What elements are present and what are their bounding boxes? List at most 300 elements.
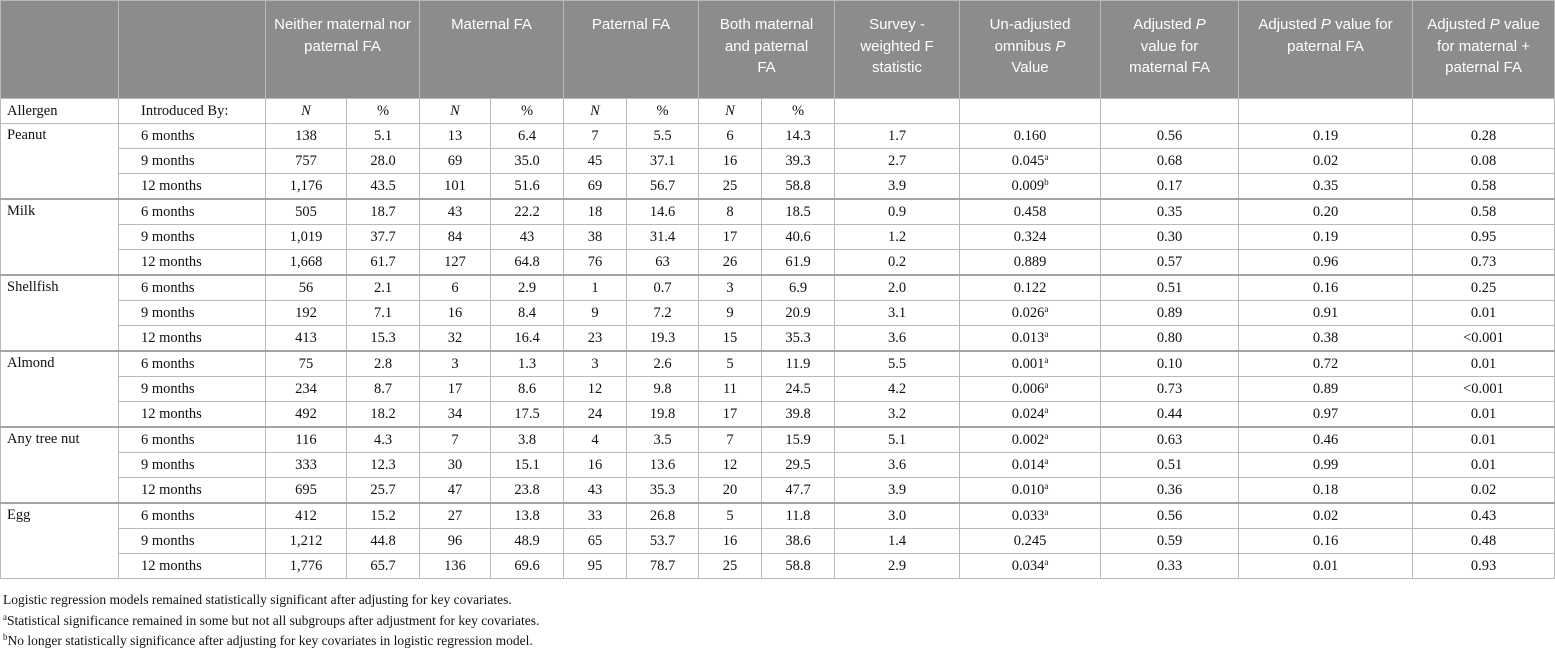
subheader-row xyxy=(1,99,1555,124)
n-both: 8 xyxy=(699,199,762,225)
table-row xyxy=(1,427,1555,453)
pct-neither: 43.5 xyxy=(347,174,420,200)
n-neither: 56 xyxy=(266,275,347,301)
adjusted-p-paternal: 0.01 xyxy=(1239,554,1413,579)
pct-paternal: 19.3 xyxy=(627,326,699,352)
n-paternal: 69 xyxy=(564,174,627,200)
p-value: 0.458 xyxy=(1013,203,1047,220)
n-both: 3 xyxy=(699,275,762,301)
n-neither: 138 xyxy=(266,124,347,149)
pct-maternal: 35.0 xyxy=(491,149,564,174)
adjusted-p-maternal: 0.56 xyxy=(1101,124,1239,149)
unadjusted-p-cell xyxy=(960,149,1101,174)
adjusted-p-both: 0.48 xyxy=(1413,529,1555,554)
footnote-marker: a xyxy=(1044,430,1049,441)
adjusted-p-maternal: 0.59 xyxy=(1101,529,1239,554)
unadjusted-p-cell xyxy=(960,402,1101,428)
unadjusted-p-cell xyxy=(960,174,1101,200)
header-row xyxy=(1,1,1555,99)
pct-neither: 44.8 xyxy=(347,529,420,554)
header-paternal-fa: Paternal FA xyxy=(564,1,699,99)
pct-neither: 5.1 xyxy=(347,124,420,149)
adjusted-p-both: 0.01 xyxy=(1413,301,1555,326)
introduced-by-cell: 12 months xyxy=(119,174,266,200)
footnote-marker: a xyxy=(1044,328,1049,339)
n-both: 17 xyxy=(699,225,762,250)
adjusted-p-paternal: 0.16 xyxy=(1239,275,1413,301)
pct-maternal: 64.8 xyxy=(491,250,564,276)
footnote-marker: a xyxy=(1044,303,1049,314)
adjusted-p-both: 0.02 xyxy=(1413,478,1555,504)
n-maternal: 34 xyxy=(420,402,491,428)
adjusted-p-paternal: 0.97 xyxy=(1239,402,1413,428)
table-row xyxy=(1,199,1555,225)
pct-label: % xyxy=(491,99,564,124)
pct-both: 11.9 xyxy=(762,351,835,377)
introduced-label: Introduced By: xyxy=(119,99,266,124)
n-both: 25 xyxy=(699,174,762,200)
n-both: 5 xyxy=(699,351,762,377)
header-introduced-blank xyxy=(119,1,266,99)
n-label: N xyxy=(266,99,347,124)
n-both: 12 xyxy=(699,453,762,478)
pct-maternal: 51.6 xyxy=(491,174,564,200)
p-value: 0.160 xyxy=(1013,127,1047,144)
pct-neither: 12.3 xyxy=(347,453,420,478)
pct-maternal: 16.4 xyxy=(491,326,564,352)
adjusted-p-paternal: 0.91 xyxy=(1239,301,1413,326)
n-paternal: 45 xyxy=(564,149,627,174)
pct-label: % xyxy=(347,99,420,124)
adjusted-p-paternal: 0.99 xyxy=(1239,453,1413,478)
adjusted-p-maternal: 0.51 xyxy=(1101,275,1239,301)
pct-paternal: 56.7 xyxy=(627,174,699,200)
allergen-cell: Any tree nut xyxy=(1,427,119,503)
table-row xyxy=(1,554,1555,579)
adjusted-p-both: 0.73 xyxy=(1413,250,1555,276)
n-label: N xyxy=(564,99,627,124)
allergen-cell: Milk xyxy=(1,199,119,275)
adjusted-p-maternal: 0.80 xyxy=(1101,326,1239,352)
table-row xyxy=(1,124,1555,149)
table-footnotes xyxy=(0,590,1555,652)
n-maternal: 7 xyxy=(420,427,491,453)
unadjusted-p-cell xyxy=(960,351,1101,377)
pct-both: 39.8 xyxy=(762,402,835,428)
adjusted-p-maternal: 0.33 xyxy=(1101,554,1239,579)
p-value: 0.026 xyxy=(1011,304,1045,321)
header-f-statistic: Survey -weighted F statistic xyxy=(835,1,960,99)
n-neither: 1,176 xyxy=(266,174,347,200)
n-paternal: 24 xyxy=(564,402,627,428)
unadjusted-p-cell xyxy=(960,250,1101,276)
footnote-general: Logistic regression models remained statistically significant after adjusting for key covariates. xyxy=(3,592,512,607)
f-statistic: 2.7 xyxy=(835,149,960,174)
footnote-b-text: No longer statistically significance after adjusting for key covariates in logistic regression model. xyxy=(7,633,533,648)
pct-neither: 4.3 xyxy=(347,427,420,453)
allergen-label: Allergen xyxy=(1,99,119,124)
f-statistic: 3.1 xyxy=(835,301,960,326)
n-paternal: 23 xyxy=(564,326,627,352)
pct-both: 29.5 xyxy=(762,453,835,478)
introduced-by-cell: 12 months xyxy=(119,402,266,428)
unadjusted-p-cell xyxy=(960,529,1101,554)
n-both: 7 xyxy=(699,427,762,453)
header-maternal-fa: Maternal FA xyxy=(420,1,564,99)
footnote-b-mark: b xyxy=(3,632,8,642)
introduced-by-cell: 9 months xyxy=(119,529,266,554)
f-statistic: 3.6 xyxy=(835,326,960,352)
p-value: 0.033 xyxy=(1011,507,1045,524)
n-maternal: 127 xyxy=(420,250,491,276)
empty-cell xyxy=(1413,99,1555,124)
pct-neither: 18.7 xyxy=(347,199,420,225)
pct-paternal: 0.7 xyxy=(627,275,699,301)
table-row xyxy=(1,225,1555,250)
table-row xyxy=(1,529,1555,554)
n-both: 6 xyxy=(699,124,762,149)
table-row xyxy=(1,301,1555,326)
table-row xyxy=(1,478,1555,504)
adjusted-p-both: 0.58 xyxy=(1413,174,1555,200)
n-neither: 116 xyxy=(266,427,347,453)
pct-both: 58.8 xyxy=(762,554,835,579)
adjusted-p-both: 0.43 xyxy=(1413,503,1555,529)
table-row xyxy=(1,174,1555,200)
n-both: 16 xyxy=(699,529,762,554)
n-maternal: 43 xyxy=(420,199,491,225)
pct-maternal: 15.1 xyxy=(491,453,564,478)
footnote-marker: a xyxy=(1044,556,1049,567)
pct-paternal: 19.8 xyxy=(627,402,699,428)
allergen-cell: Almond xyxy=(1,351,119,427)
adjusted-p-both: 0.01 xyxy=(1413,427,1555,453)
pct-both: 14.3 xyxy=(762,124,835,149)
f-statistic: 3.9 xyxy=(835,174,960,200)
allergen-cell: Egg xyxy=(1,503,119,579)
n-both: 15 xyxy=(699,326,762,352)
n-maternal: 84 xyxy=(420,225,491,250)
adjusted-p-paternal: 0.46 xyxy=(1239,427,1413,453)
introduced-by-cell: 12 months xyxy=(119,250,266,276)
pct-neither: 25.7 xyxy=(347,478,420,504)
adjusted-p-both: <0.001 xyxy=(1413,326,1555,352)
n-paternal: 9 xyxy=(564,301,627,326)
f-statistic: 5.1 xyxy=(835,427,960,453)
adjusted-p-paternal: 0.02 xyxy=(1239,149,1413,174)
adjusted-p-maternal: 0.10 xyxy=(1101,351,1239,377)
n-maternal: 101 xyxy=(420,174,491,200)
pct-maternal: 43 xyxy=(491,225,564,250)
pct-neither: 15.3 xyxy=(347,326,420,352)
n-both: 5 xyxy=(699,503,762,529)
n-paternal: 18 xyxy=(564,199,627,225)
p-value: 0.001 xyxy=(1011,355,1045,372)
adjusted-p-paternal: 0.35 xyxy=(1239,174,1413,200)
pct-paternal: 63 xyxy=(627,250,699,276)
n-paternal: 7 xyxy=(564,124,627,149)
n-paternal: 43 xyxy=(564,478,627,504)
footnote-b xyxy=(3,631,1555,652)
pct-paternal: 31.4 xyxy=(627,225,699,250)
adjusted-p-both: 0.58 xyxy=(1413,199,1555,225)
pct-paternal: 53.7 xyxy=(627,529,699,554)
n-neither: 333 xyxy=(266,453,347,478)
header-neither-fa: Neither maternal nor paternal FA xyxy=(266,1,420,99)
empty-cell xyxy=(1239,99,1413,124)
empty-cell xyxy=(960,99,1101,124)
pct-paternal: 35.3 xyxy=(627,478,699,504)
n-both: 25 xyxy=(699,554,762,579)
pct-both: 11.8 xyxy=(762,503,835,529)
footnote-a xyxy=(3,611,1555,632)
adjusted-p-maternal: 0.35 xyxy=(1101,199,1239,225)
pct-paternal: 2.6 xyxy=(627,351,699,377)
header-allergen-blank xyxy=(1,1,119,99)
adjusted-p-maternal: 0.17 xyxy=(1101,174,1239,200)
n-paternal: 12 xyxy=(564,377,627,402)
n-both: 17 xyxy=(699,402,762,428)
pct-both: 40.6 xyxy=(762,225,835,250)
p-value: 0.002 xyxy=(1011,431,1045,448)
n-maternal: 17 xyxy=(420,377,491,402)
adjusted-p-both: 0.08 xyxy=(1413,149,1555,174)
table-row xyxy=(1,351,1555,377)
pct-both: 38.6 xyxy=(762,529,835,554)
adjusted-p-paternal: 0.19 xyxy=(1239,225,1413,250)
n-maternal: 96 xyxy=(420,529,491,554)
pct-maternal: 8.6 xyxy=(491,377,564,402)
pct-neither: 7.1 xyxy=(347,301,420,326)
adjusted-p-paternal: 0.89 xyxy=(1239,377,1413,402)
n-paternal: 33 xyxy=(564,503,627,529)
pct-neither: 61.7 xyxy=(347,250,420,276)
adjusted-p-maternal: 0.89 xyxy=(1101,301,1239,326)
header-adjusted-p-maternal: Adjusted P value for maternal FA xyxy=(1101,1,1239,99)
pct-maternal: 1.3 xyxy=(491,351,564,377)
f-statistic: 2.0 xyxy=(835,275,960,301)
f-statistic: 1.4 xyxy=(835,529,960,554)
p-value: 0.024 xyxy=(1011,405,1045,422)
n-paternal: 4 xyxy=(564,427,627,453)
unadjusted-p-cell xyxy=(960,275,1101,301)
table-row xyxy=(1,503,1555,529)
pct-paternal: 3.5 xyxy=(627,427,699,453)
unadjusted-p-cell xyxy=(960,478,1101,504)
adjusted-p-maternal: 0.51 xyxy=(1101,453,1239,478)
n-neither: 413 xyxy=(266,326,347,352)
pct-paternal: 13.6 xyxy=(627,453,699,478)
adjusted-p-maternal: 0.36 xyxy=(1101,478,1239,504)
introduced-by-cell: 9 months xyxy=(119,453,266,478)
n-paternal: 95 xyxy=(564,554,627,579)
header-adjusted-p-both: Adjusted P value for maternal + paternal FA xyxy=(1413,1,1555,99)
introduced-by-cell: 9 months xyxy=(119,301,266,326)
introduced-by-cell: 6 months xyxy=(119,351,266,377)
n-maternal: 136 xyxy=(420,554,491,579)
pct-maternal: 6.4 xyxy=(491,124,564,149)
pct-label: % xyxy=(627,99,699,124)
header-both-fa: Both maternal and paternal FA xyxy=(699,1,835,99)
adjusted-p-maternal: 0.56 xyxy=(1101,503,1239,529)
n-paternal: 1 xyxy=(564,275,627,301)
table-row xyxy=(1,377,1555,402)
adjusted-p-paternal: 0.96 xyxy=(1239,250,1413,276)
introduced-by-cell: 6 months xyxy=(119,503,266,529)
empty-cell xyxy=(835,99,960,124)
n-neither: 234 xyxy=(266,377,347,402)
introduced-by-cell: 12 months xyxy=(119,326,266,352)
pct-label: % xyxy=(762,99,835,124)
introduced-by-cell: 6 months xyxy=(119,427,266,453)
n-neither: 505 xyxy=(266,199,347,225)
n-both: 11 xyxy=(699,377,762,402)
pct-neither: 18.2 xyxy=(347,402,420,428)
f-statistic: 2.9 xyxy=(835,554,960,579)
unadjusted-p-cell xyxy=(960,199,1101,225)
f-statistic: 4.2 xyxy=(835,377,960,402)
pct-neither: 15.2 xyxy=(347,503,420,529)
p-value: 0.013 xyxy=(1011,329,1045,346)
p-value: 0.034 xyxy=(1011,557,1045,574)
introduced-by-cell: 6 months xyxy=(119,199,266,225)
f-statistic: 1.2 xyxy=(835,225,960,250)
n-maternal: 3 xyxy=(420,351,491,377)
pct-maternal: 48.9 xyxy=(491,529,564,554)
adjusted-p-both: 0.01 xyxy=(1413,453,1555,478)
n-maternal: 32 xyxy=(420,326,491,352)
footnote-marker: a xyxy=(1044,455,1049,466)
introduced-by-cell: 9 months xyxy=(119,225,266,250)
n-neither: 492 xyxy=(266,402,347,428)
f-statistic: 3.6 xyxy=(835,453,960,478)
adjusted-p-paternal: 0.38 xyxy=(1239,326,1413,352)
n-neither: 75 xyxy=(266,351,347,377)
empty-cell xyxy=(1101,99,1239,124)
f-statistic: 3.0 xyxy=(835,503,960,529)
pct-maternal: 2.9 xyxy=(491,275,564,301)
p-value: 0.009 xyxy=(1011,177,1045,194)
n-neither: 1,668 xyxy=(266,250,347,276)
adjusted-p-maternal: 0.44 xyxy=(1101,402,1239,428)
pct-paternal: 26.8 xyxy=(627,503,699,529)
n-neither: 695 xyxy=(266,478,347,504)
pct-paternal: 14.6 xyxy=(627,199,699,225)
footnote-marker: a xyxy=(1044,404,1049,415)
n-maternal: 16 xyxy=(420,301,491,326)
pct-both: 6.9 xyxy=(762,275,835,301)
pct-both: 39.3 xyxy=(762,149,835,174)
f-statistic: 3.2 xyxy=(835,402,960,428)
n-maternal: 30 xyxy=(420,453,491,478)
adjusted-p-both: 0.25 xyxy=(1413,275,1555,301)
pct-neither: 2.8 xyxy=(347,351,420,377)
p-value: 0.006 xyxy=(1011,380,1045,397)
n-paternal: 76 xyxy=(564,250,627,276)
pct-maternal: 22.2 xyxy=(491,199,564,225)
adjusted-p-paternal: 0.72 xyxy=(1239,351,1413,377)
table-row xyxy=(1,149,1555,174)
pct-both: 35.3 xyxy=(762,326,835,352)
unadjusted-p-cell xyxy=(960,124,1101,149)
f-statistic: 0.9 xyxy=(835,199,960,225)
footnote-marker: b xyxy=(1044,176,1049,187)
pct-maternal: 13.8 xyxy=(491,503,564,529)
adjusted-p-paternal: 0.20 xyxy=(1239,199,1413,225)
n-neither: 1,212 xyxy=(266,529,347,554)
unadjusted-p-cell xyxy=(960,377,1101,402)
unadjusted-p-cell xyxy=(960,225,1101,250)
table-row xyxy=(1,275,1555,301)
adjusted-p-paternal: 0.02 xyxy=(1239,503,1413,529)
pct-both: 58.8 xyxy=(762,174,835,200)
f-statistic: 5.5 xyxy=(835,351,960,377)
unadjusted-p-cell xyxy=(960,427,1101,453)
adjusted-p-both: 0.95 xyxy=(1413,225,1555,250)
adjusted-p-both: 0.93 xyxy=(1413,554,1555,579)
footnote-marker: a xyxy=(1044,480,1049,491)
p-value: 0.014 xyxy=(1011,456,1045,473)
n-maternal: 47 xyxy=(420,478,491,504)
n-both: 26 xyxy=(699,250,762,276)
p-value: 0.245 xyxy=(1013,532,1047,549)
header-unadjusted-p: Un-adjusted omnibus P Value xyxy=(960,1,1101,99)
adjusted-p-paternal: 0.19 xyxy=(1239,124,1413,149)
unadjusted-p-cell xyxy=(960,503,1101,529)
n-paternal: 65 xyxy=(564,529,627,554)
n-maternal: 27 xyxy=(420,503,491,529)
introduced-by-cell: 9 months xyxy=(119,377,266,402)
unadjusted-p-cell xyxy=(960,554,1101,579)
footnote-marker: a xyxy=(1044,379,1049,390)
n-neither: 192 xyxy=(266,301,347,326)
table-body xyxy=(1,124,1555,579)
table-row xyxy=(1,402,1555,428)
adjusted-p-maternal: 0.30 xyxy=(1101,225,1239,250)
table-row xyxy=(1,326,1555,352)
adjusted-p-maternal: 0.68 xyxy=(1101,149,1239,174)
pct-both: 18.5 xyxy=(762,199,835,225)
pct-both: 20.9 xyxy=(762,301,835,326)
unadjusted-p-cell xyxy=(960,326,1101,352)
pct-maternal: 8.4 xyxy=(491,301,564,326)
n-neither: 1,776 xyxy=(266,554,347,579)
n-maternal: 13 xyxy=(420,124,491,149)
pct-neither: 65.7 xyxy=(347,554,420,579)
n-label: N xyxy=(420,99,491,124)
pct-both: 47.7 xyxy=(762,478,835,504)
n-maternal: 69 xyxy=(420,149,491,174)
adjusted-p-both: 0.28 xyxy=(1413,124,1555,149)
n-neither: 757 xyxy=(266,149,347,174)
pct-neither: 2.1 xyxy=(347,275,420,301)
adjusted-p-both: 0.01 xyxy=(1413,351,1555,377)
f-statistic: 1.7 xyxy=(835,124,960,149)
header-adjusted-p-paternal: Adjusted P value for paternal FA xyxy=(1239,1,1413,99)
pct-neither: 37.7 xyxy=(347,225,420,250)
adjusted-p-both: 0.01 xyxy=(1413,402,1555,428)
adjusted-p-paternal: 0.18 xyxy=(1239,478,1413,504)
pct-paternal: 37.1 xyxy=(627,149,699,174)
adjusted-p-maternal: 0.73 xyxy=(1101,377,1239,402)
introduced-by-cell: 12 months xyxy=(119,478,266,504)
n-neither: 412 xyxy=(266,503,347,529)
adjusted-p-maternal: 0.57 xyxy=(1101,250,1239,276)
introduced-by-cell: 9 months xyxy=(119,149,266,174)
pct-maternal: 69.6 xyxy=(491,554,564,579)
n-label: N xyxy=(699,99,762,124)
introduced-by-cell: 6 months xyxy=(119,275,266,301)
